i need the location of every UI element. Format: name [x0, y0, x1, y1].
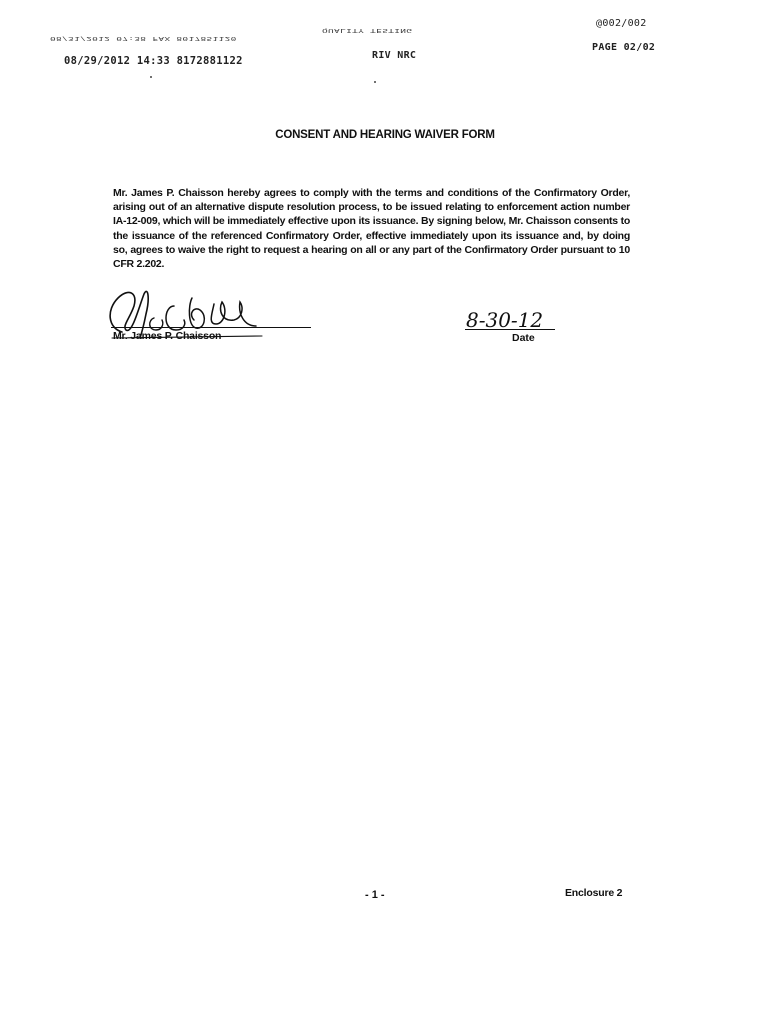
consent-paragraph: Mr. James P. Chaisson hereby agrees to comply with the terms and conditions of the Confirmatory Order, arising out of an alternative dispute resolution process, to be issued relating to enforcement action number IA-12-009, which will be immediately effective upon its issuance. By signing below, Mr. Chaisson consents to the issuance of the referenced Confirmatory Order, effective immediately upon its issuance and, by doing so, agrees to waive the right to request a hearing on all or any part of the Confirmatory Order pursuant to 10 CFR 2.202. — [113, 187, 630, 271]
fax-header-sender: RIV NRC — [372, 50, 417, 61]
fax-header-top-left: 08/31/2012 07:38 FAX 8017851120 — [50, 35, 237, 42]
scan-speck — [374, 81, 376, 83]
svg-text:8-30-12: 8-30-12 — [466, 308, 544, 332]
enclosure-label: Enclosure 2 — [565, 887, 623, 899]
fax-header-timestamp: 08/29/2012 14:33 8172881122 — [64, 55, 243, 67]
scan-speck — [150, 76, 152, 78]
document-title: CONSENT AND HEARING WAIVER FORM — [275, 129, 495, 141]
fax-header-top-center: QUALITY TESTING — [322, 27, 413, 34]
signatory-name: Mr. James P. Chaisson — [113, 330, 222, 342]
fax-header-top-right: @002/002 — [596, 18, 647, 29]
date-label: Date — [512, 332, 535, 344]
signature-line — [111, 327, 311, 328]
fax-header-page: PAGE 02/02 — [592, 42, 656, 53]
page-number: - 1 - — [365, 889, 385, 901]
date-line — [465, 329, 555, 330]
